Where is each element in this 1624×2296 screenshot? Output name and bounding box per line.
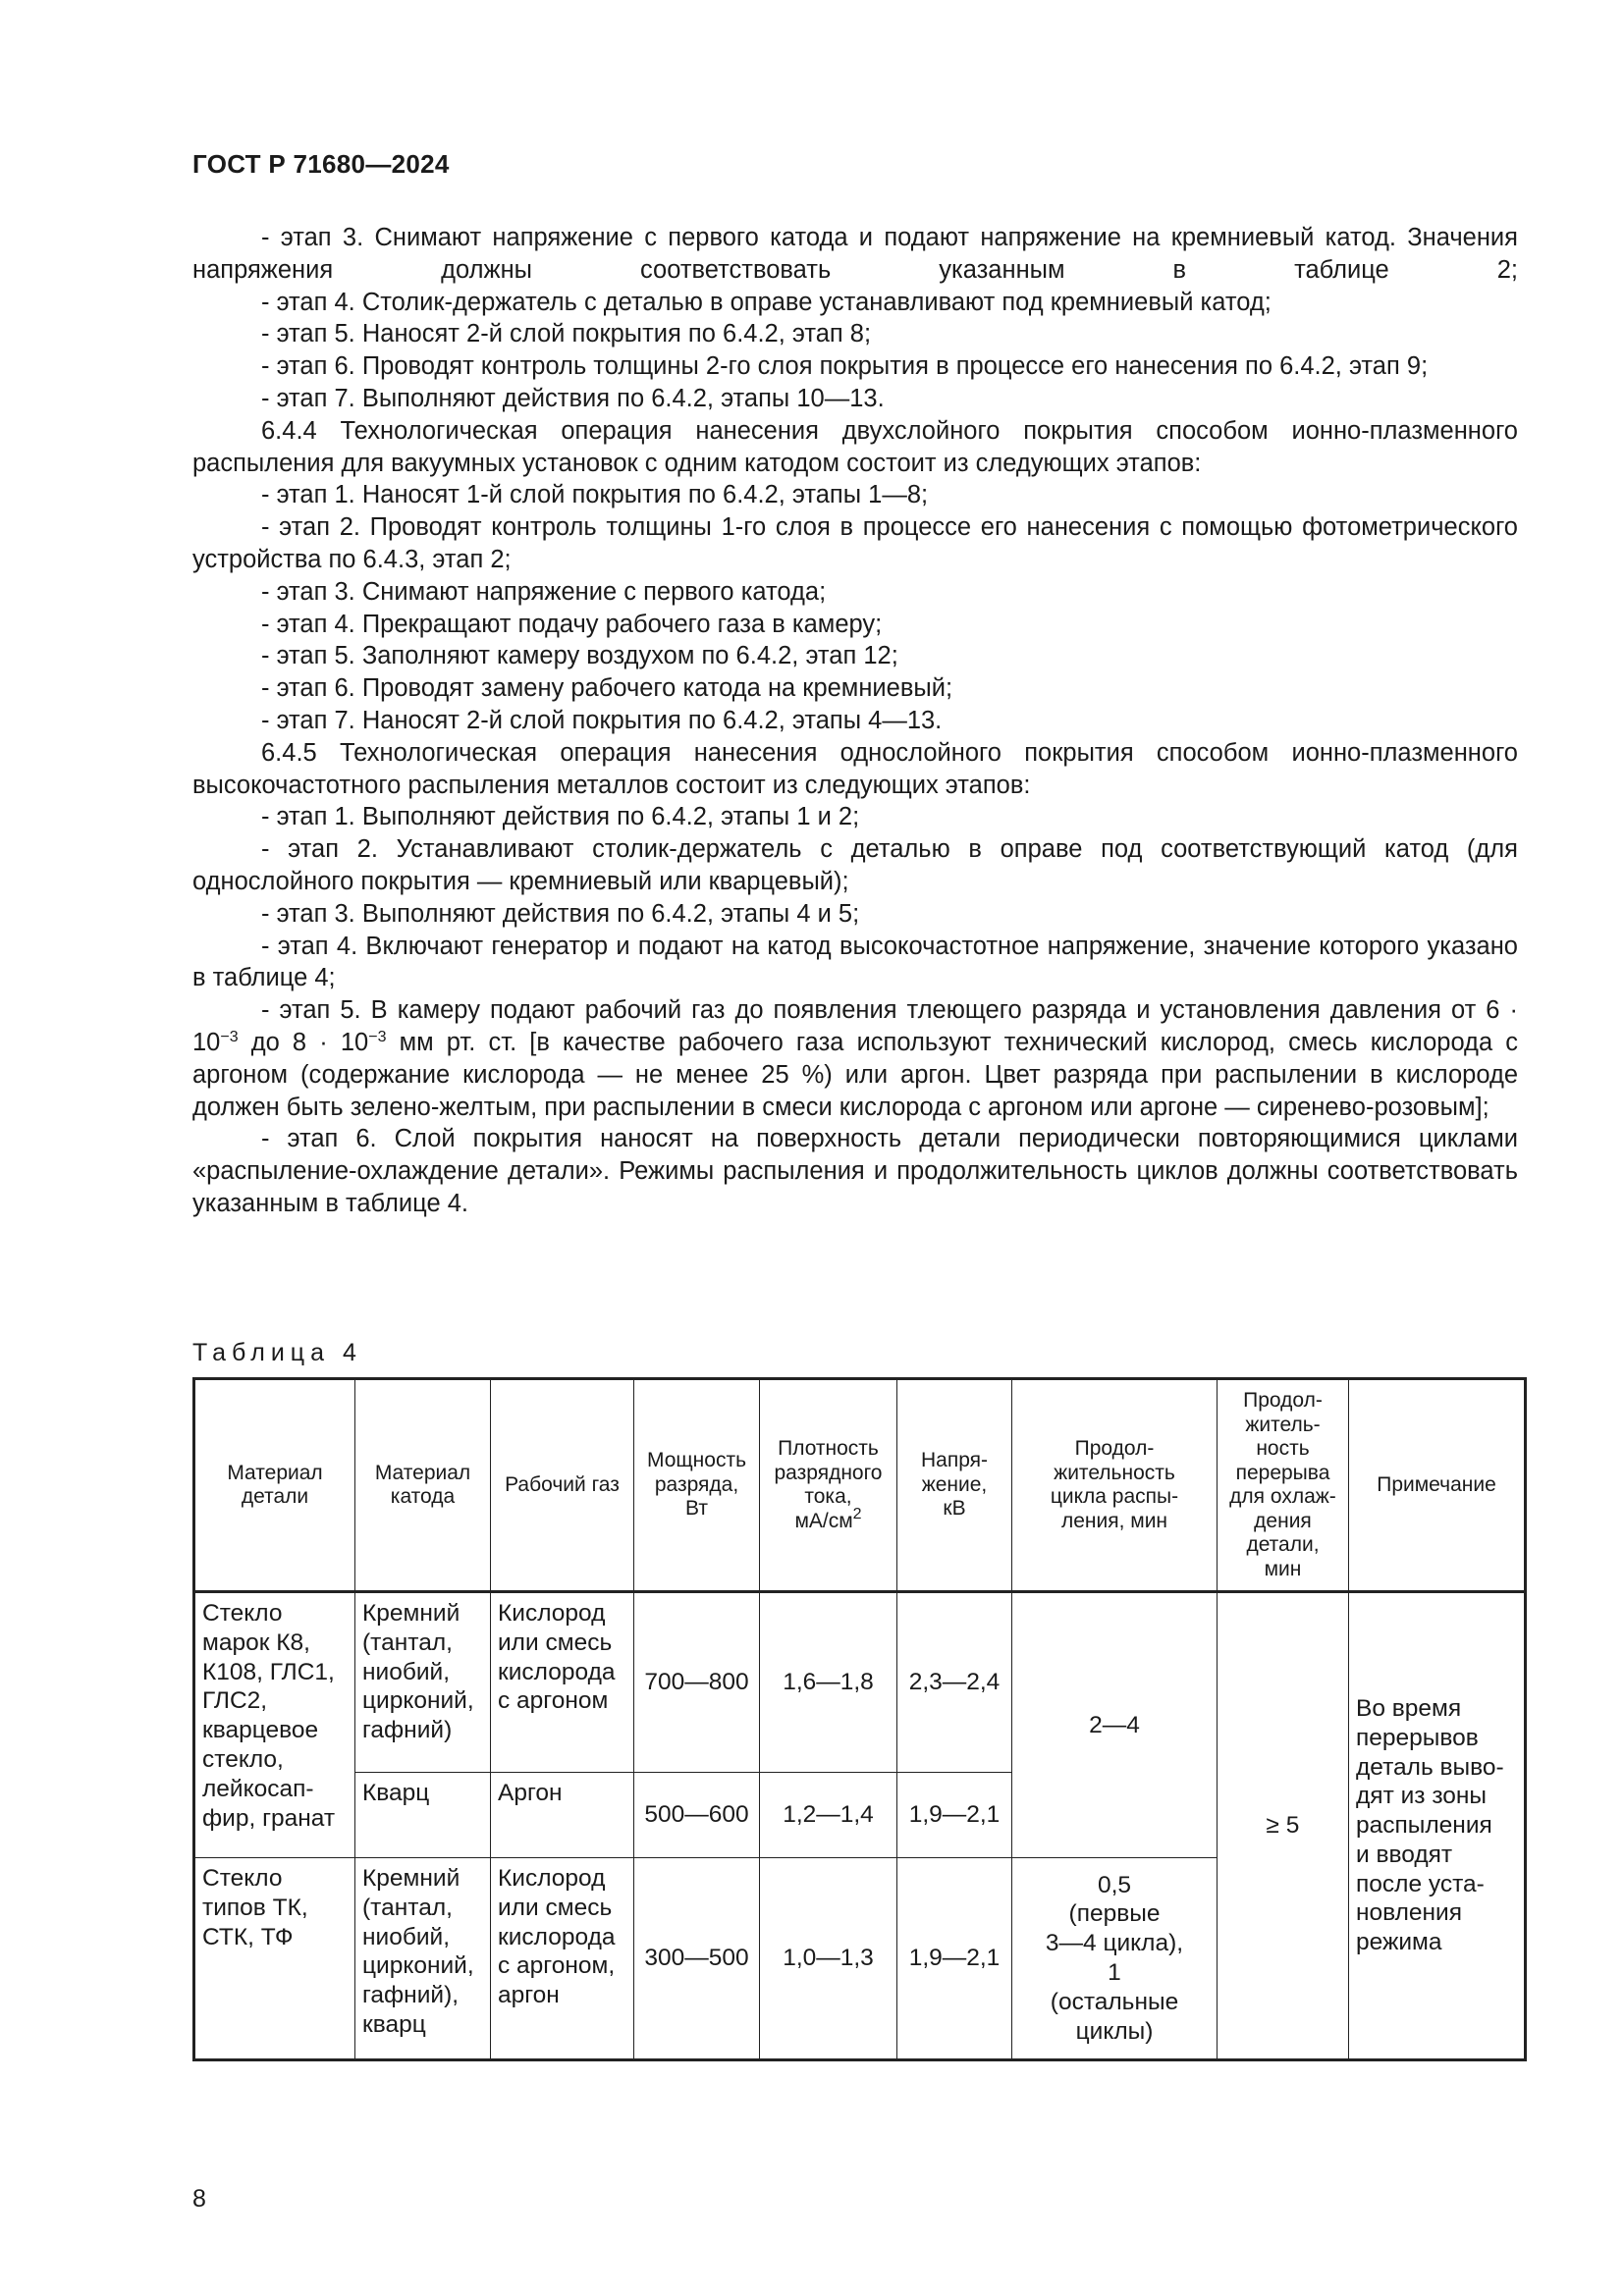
table-cell: 2—4 xyxy=(1012,1592,1218,1858)
paragraph xyxy=(192,994,1518,1123)
table-cell: 1,9—2,1 xyxy=(897,1858,1012,2060)
table-cell: 1,6—1,8 xyxy=(760,1592,897,1773)
paragraph: 6.4.5 Технологическая операция нанесения однослойного покрытия способом ионно-плазменного высокочастотного распыления металлов состоит из следующих этапов: xyxy=(192,738,1518,799)
paragraph: 6.4.4 Технологическая операция нанесения двухслойного покрытия способом ионно-плазменного распыления для вакуумных установок с одним катодом состоит из следующих этапов: xyxy=(192,416,1518,477)
header-cell: Мощность разряда, Вт xyxy=(634,1379,760,1592)
table-cell: 2,3—2,4 xyxy=(897,1592,1012,1773)
table-cell: Аргон xyxy=(491,1773,634,1858)
paragraph: - этап 7. Наносят 2-й слой покрытия по 6.4.2, этапы 4—13. xyxy=(261,706,943,734)
paragraph-text: мм рт. ст. [в качестве рабочего газа используют технический кислород, смесь кислорода с аргоном (содержание кислорода — не менее 25 %) или аргон. Цвет разряда при распылении в кислороде должен быть зелено-желтым, при распылении в смеси кислорода с аргоном или аргоне — сиренево-розовым]; xyxy=(192,1028,1518,1121)
paragraph: - этап 3. Выполняют действия по 6.4.2, этапы 4 и 5; xyxy=(261,899,860,928)
header-cell xyxy=(760,1379,897,1592)
exponent: 2 xyxy=(852,1505,862,1522)
table-cell: 300—500 xyxy=(634,1858,760,2060)
paragraph: - этап 5. Заполняют камеру воздухом по 6.4.2, этап 12; xyxy=(261,642,898,670)
paragraph: - этап 7. Выполняют действия по 6.4.2, этапы 10—13. xyxy=(261,384,885,412)
table-cell: Кислород или смесь кислорода с аргоном xyxy=(491,1592,634,1773)
table-cell: 500—600 xyxy=(634,1773,760,1858)
table-cell: 700—800 xyxy=(634,1592,760,1773)
paragraph: - этап 1. Выполняют действия по 6.4.2, этапы 1 и 2; xyxy=(261,803,860,831)
header-cell: Продол- жительность цикла распы- ления, мин xyxy=(1012,1379,1218,1592)
table-cell: Во время перерывов деталь выво- дят из зоны распыления и вводят после уста- новления режима xyxy=(1349,1592,1526,2060)
table-cell: 1,2—1,4 xyxy=(760,1773,897,1858)
header-cell: Продол- житель- ность перерыва для охлаж- дения детали, мин xyxy=(1218,1379,1349,1592)
table-cell: Кремний (тантал, ниобий, цирконий, гафний) xyxy=(355,1592,491,1773)
header-cell: Материал детали xyxy=(194,1379,355,1592)
paragraph: - этап 2. Проводят контроль толщины 1-го слоя в процессе его нанесения с помощью фотометрического устройства по 6.4.3, этап 2; xyxy=(192,513,1518,573)
table-cell: Кислород или смесь кислорода с аргоном, аргон xyxy=(491,1858,634,2060)
table-cell: Кварц xyxy=(355,1773,491,1858)
paragraph: - этап 4. Включают генератор и подают на катод высокочастотное напряжение, значение которого указано в таблице 4; xyxy=(192,932,1518,992)
paragraph: - этап 4. Столик-держатель с деталью в оправе устанавливают под кремниевый катод; xyxy=(261,288,1272,316)
paragraph: - этап 6. Слой покрытия наносят на поверхность детали периодически повторяющимися циклами «распыление-охлаждение детали». Режимы распыления и продолжительность циклов должны соответствовать указанным в таблице 4. xyxy=(192,1125,1518,1217)
paragraph: - этап 4. Прекращают подачу рабочего газа в камеру; xyxy=(261,610,883,638)
header-cell-text: Плотность разрядного тока, мА/см xyxy=(774,1437,883,1532)
paragraph: - этап 6. Проводят замену рабочего катода на кремниевый; xyxy=(261,674,953,703)
table-row xyxy=(194,1592,1526,1773)
header-cell: Рабочий газ xyxy=(491,1379,634,1592)
table-cell: Стекло марок К8, К108, ГЛС1, ГЛС2, кварцевое стекло, лейкосап- фир, гранат xyxy=(194,1592,355,1858)
table-header-row xyxy=(194,1379,1526,1592)
table-4 xyxy=(192,1377,1527,2061)
page-number: 8 xyxy=(192,2185,206,2213)
table-caption: Таблица 4 xyxy=(192,1339,362,1366)
body-text xyxy=(192,222,1518,1220)
paragraph: - этап 6. Проводят контроль толщины 2-го слоя покрытия в процессе его нанесения по 6.4.2, этап 9; xyxy=(261,352,1429,381)
paragraph: - этап 5. Наносят 2-й слой покрытия по 6.4.2, этап 8; xyxy=(261,320,872,348)
paragraph: - этап 3. Снимают напряжение с первого катода; xyxy=(261,577,827,606)
paragraph: - этап 2. Устанавливают столик-держатель с деталью в оправе под соответствующий катод (для однослойного покрытия — кремниевый или кварцевый); xyxy=(192,835,1518,895)
header-cell: Примечание xyxy=(1349,1379,1526,1592)
header-cell: Материал катода xyxy=(355,1379,491,1592)
table-cell: 1,9—2,1 xyxy=(897,1773,1012,1858)
paragraph: - этап 3. Снимают напряжение с первого катода и подают напряжение на кремниевый катод. Значения напряжения должны соответствовать указанным в таблице 2; xyxy=(192,224,1518,284)
table-cell: 0,5 (первые 3—4 цикла), 1 (остальные циклы) xyxy=(1012,1858,1218,2060)
header-cell: Напря- жение, кВ xyxy=(897,1379,1012,1592)
exponent: −3 xyxy=(220,1028,239,1045)
table-cell: Кремний (тантал, ниобий, цирконий, гафний), кварц xyxy=(355,1858,491,2060)
document-header: ГОСТ Р 71680—2024 xyxy=(192,149,450,179)
table-cell: Стекло типов ТК, СТК, ТФ xyxy=(194,1858,355,2060)
paragraph-text: - этап 5. В камеру подают рабочий газ до появления тлеющего разряда и установления давления от 6 · 10 xyxy=(192,996,1518,1056)
table-cell: ≥ 5 xyxy=(1218,1592,1349,2060)
table-cell: 1,0—1,3 xyxy=(760,1858,897,2060)
paragraph-text: до 8 · 10 xyxy=(238,1028,369,1056)
paragraph: - этап 1. Наносят 1-й слой покрытия по 6.4.2, этапы 1—8; xyxy=(261,481,929,509)
exponent: −3 xyxy=(368,1028,387,1045)
